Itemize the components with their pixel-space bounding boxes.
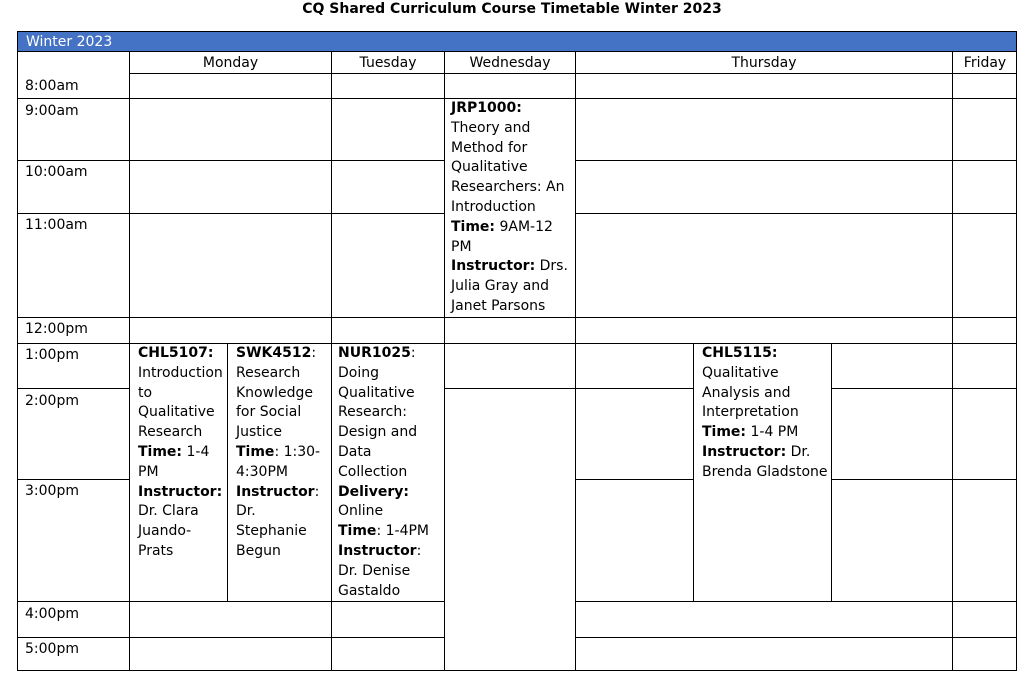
time-label-12pm: 12:00pm — [25, 321, 88, 337]
timetable — [17, 31, 1017, 671]
course-code-suffix: : — [311, 345, 317, 361]
day-header-tuesday: Tuesday — [331, 52, 444, 74]
course-chl5107 — [138, 344, 224, 562]
course-time: 9AM-12 PM — [451, 218, 553, 255]
time-label-11am: 11:00am — [25, 217, 88, 233]
course-instructor: Dr. Clara Juando-Prats — [138, 503, 199, 559]
time-label-9am: 9:00am — [25, 103, 79, 119]
course-instructor: : Dr. Denise Gastaldo — [338, 542, 422, 599]
time-label-3pm: 3:00pm — [25, 483, 79, 499]
course-chl5115 — [702, 344, 828, 483]
time-label: Time — [338, 523, 377, 540]
term-header: Winter 2023 — [17, 31, 1017, 52]
time-label-1pm: 1:00pm — [25, 347, 79, 363]
day-header-thursday: Thursday — [575, 52, 952, 74]
course-jrp1000 — [451, 99, 571, 317]
course-nur1025 — [338, 344, 442, 601]
time-label-5pm: 5:00pm — [25, 641, 79, 657]
course-instructor: Dr. Brenda Gladstone — [702, 443, 828, 480]
course-code: NUR1025 — [338, 345, 411, 361]
instructor-label: Instructor: — [702, 443, 787, 460]
course-title: Qualitative Analysis and Interpretation — [702, 364, 799, 421]
course-time: : 1-4PM — [376, 523, 429, 540]
time-label: Time — [236, 443, 275, 460]
page-title: CQ Shared Curriculum Course Timetable Winter 2023 — [302, 1, 722, 17]
time-label: Time: — [702, 424, 747, 441]
course-title: Theory and Method for Qualitative Researchers: An Introduction — [451, 119, 565, 215]
course-title: Research Knowledge for Social Justice — [236, 364, 313, 441]
time-label: Time: — [138, 443, 183, 460]
time-label-4pm: 4:00pm — [25, 606, 79, 622]
course-time: : 1:30-4:30PM — [236, 443, 321, 480]
time-label: Time: — [451, 218, 496, 235]
time-label-10am: 10:00am — [25, 164, 88, 180]
course-swk4512 — [236, 344, 328, 562]
instructor-label: Instructor: — [138, 483, 223, 500]
course-time: 1-4 PM — [746, 424, 799, 441]
instructor-label: Instructor: — [451, 258, 536, 275]
course-time: 1-4 PM — [138, 443, 210, 480]
instructor-label: Instructor — [338, 542, 417, 559]
course-instructor: Drs. Julia Gray and Janet Parsons — [451, 258, 568, 314]
day-header-wednesday: Wednesday — [444, 52, 575, 74]
course-code: SWK4512 — [236, 345, 312, 361]
time-label-8am: 8:00am — [25, 78, 79, 94]
course-delivery: Online — [338, 503, 384, 520]
instructor-label: Instructor — [236, 483, 315, 500]
time-label-2pm: 2:00pm — [25, 393, 79, 409]
course-code: CHL5115: — [702, 345, 778, 361]
course-instructor: : Dr. Stephanie Begun — [236, 483, 320, 559]
course-code: CHL5107: — [138, 345, 214, 361]
course-title: Introduction to Qualitative Research — [138, 364, 223, 441]
day-header-monday: Monday — [129, 52, 331, 74]
course-code-suffix: : — [410, 345, 416, 361]
course-code: JRP1000: — [451, 100, 522, 116]
course-title: Doing Qualitative Research: Design and Data Collection — [338, 364, 418, 480]
delivery-label: Delivery: — [338, 483, 409, 500]
day-header-friday: Friday — [952, 52, 1017, 74]
